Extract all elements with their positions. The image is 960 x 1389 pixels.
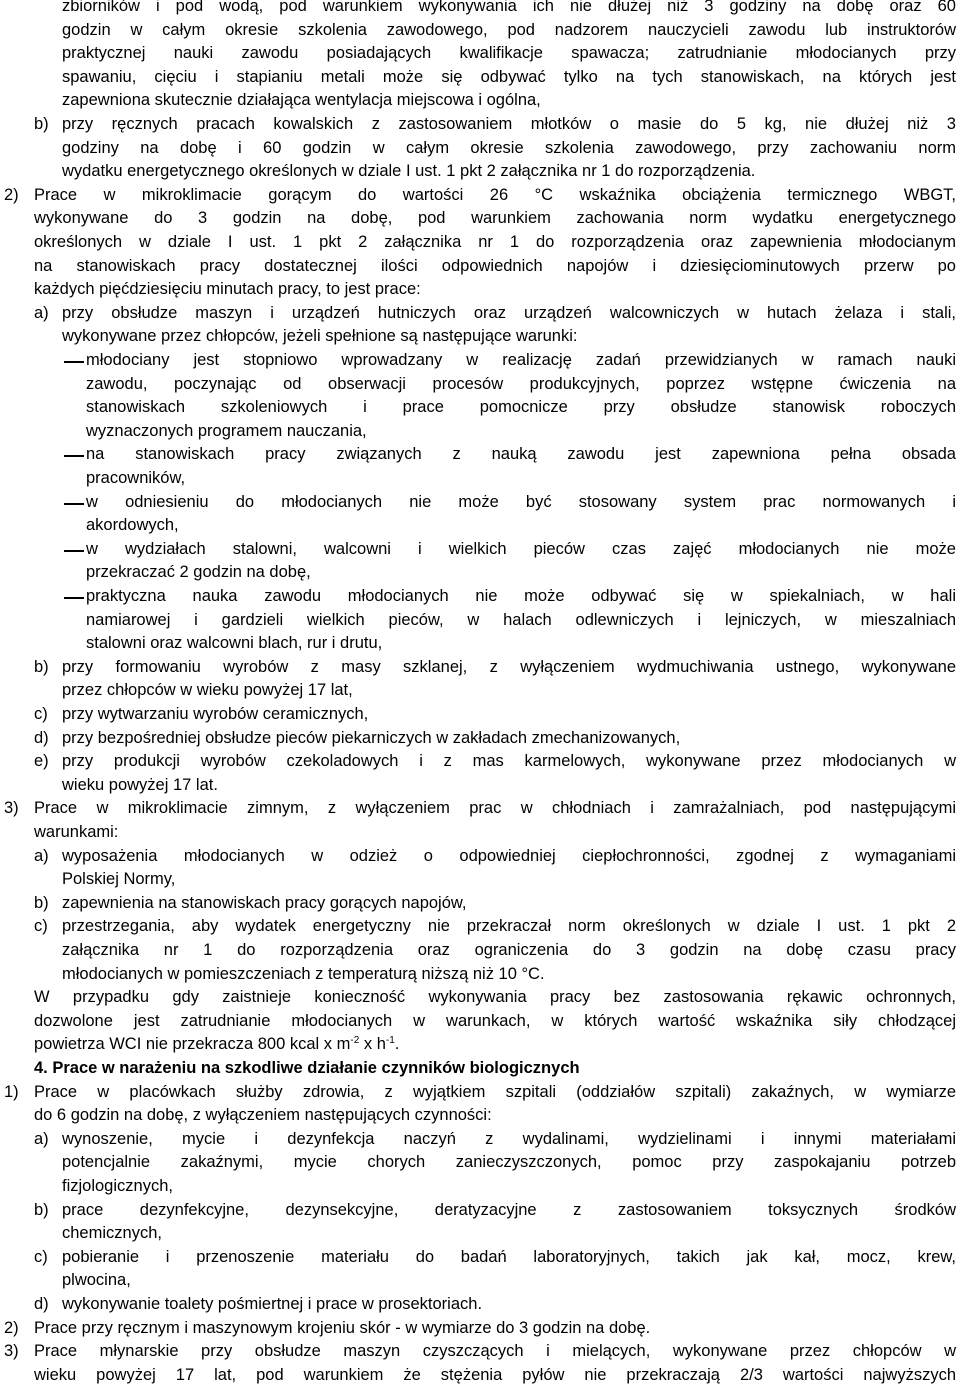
sec4-item-1c: pobieranie i przenoszenie materiału do badań laboratoryjnych, takich jak kał, mocz, krew, (62, 1247, 956, 1266)
item-2: Prace w mikroklimacie gorącym do wartości 26 °C wskaźnika obciążenia termicznego WBGT, (34, 185, 956, 204)
dash-item-4: w wydziałach stalowni, walcowni i wielkich pieców czas zajęć młodocianych nie może (86, 539, 956, 558)
dash-bullet (64, 550, 84, 552)
dash-item-1: młodociany jest stopniowo wprowadzany w realizację zadań przewidzianych w ramach nauki (86, 351, 956, 369)
sec4-item-3: Prace młynarskie przy obsłudze maszyn czyszczących i mielących, wykonywane przez chłopców w (34, 1342, 956, 1361)
sec4-item-1a: potencjalnie zakaźnymi, mycie chorych zanieczyszczonych, pomoc przy zaspokajaniu potrzeb (62, 1153, 956, 1172)
item-2a: przy obsłudze maszyn i urządzeń hutniczych oraz urządzeń walcowniczych w hutach żelaza i stali, (62, 303, 956, 322)
dash-item-3: akordowych, (86, 516, 179, 535)
item-2b: przy formowaniu wyrobów z masy szklanej, z wyłączeniem wydmuchiwania ustnego, wykonywane (62, 657, 956, 676)
sec4-item-3: wieku powyżej 17 lat, pod warunkiem że stężenia pyłów nie przekraczają 2/3 wartości najwyższych (34, 1365, 956, 1384)
item-2: na stanowiskach pracy dostatecznej ilości odpowiednich napojów i dziesięciominutowych przerw po (34, 256, 956, 275)
sec4-item-2-marker: 2) (4, 1318, 19, 1337)
dash-bullet (64, 361, 84, 363)
item-1b: wydatku energetycznego określonych w dziale I ust. 1 pkt 2 załącznika nr 1 do rozporządzenia. (62, 162, 756, 181)
sec4-item-1a: fizjologicznych, (62, 1177, 173, 1195)
item-1b: przy ręcznych pracach kowalskich z zastosowaniem młotków o masie do 5 kg, nie dłużej niż 3 (62, 115, 956, 133)
item-2b-marker: b) (34, 657, 49, 676)
item-2e: przy produkcji wyrobów czekoladowych i z mas karmelowych, wykonywane przez młodocianych w (62, 752, 956, 771)
sec4-item-1c-marker: c) (34, 1247, 48, 1266)
item-3c: przestrzegania, aby wydatek energetyczny nie przekraczał norm określonych w dziale I ust. 1 pkt 2 (62, 917, 956, 936)
item-1a-text: zapewniona skutecznie działająca wentylacja miejscowa i ogólna, (62, 91, 541, 110)
dash-item-3: w odniesieniu do młodocianych nie może być stosowany system prac normowanych i (86, 492, 956, 511)
item-1b-marker: b) (34, 115, 49, 133)
item-3c: młodocianych w pomieszczeniach z temperaturą niższą niż 10 °C. (62, 964, 545, 983)
item-2c-marker: c) (34, 705, 48, 723)
item-2: określonych w dziale I ust. 1 pkt 2 załącznika nr 1 do rozporządzenia oraz zapewnienia młodocianym (34, 233, 956, 251)
item-3: warunkami: (34, 823, 119, 841)
item-3a-marker: a) (34, 846, 49, 865)
item-1a-text: zbiorników i pod wodą, pod warunkiem wykonywania ich nie dłużej niż 3 godziny na dobę oraz 60 (62, 0, 956, 15)
item-1a-text: praktycznej nauki zawodu posiadających kwalifikacje spawacza; zatrudnianie młodocianych przy (62, 44, 956, 63)
dash-item-4: przekraczać 2 godzin na dobę, (86, 563, 311, 582)
dash-item-2: na stanowiskach pracy związanych z nauką zawodu jest zapewniona pełna obsada (86, 445, 956, 464)
dash-bullet (64, 503, 84, 505)
item-2d: przy bezpośredniej obsłudze pieców piekarniczych w zakładach zmechanizowanych, (62, 728, 681, 747)
note-line: W przypadku gdy zaistnieje konieczność wykonywania pracy bez zastosowania rękawic ochronnych, (34, 988, 956, 1007)
item-3a: wyposażenia młodocianych w odzież o odpowiedniej ciepłochronności, zgodnej z wymaganiami (62, 846, 956, 865)
sec4-item-2: Prace przy ręcznym i maszynowym krojeniu skór - w wymiarze do 3 godzin na dobę. (34, 1318, 651, 1337)
dash-item-5: praktyczna nauka zawodu młodocianych nie może odbywać się w spiekalniach, w hali (86, 587, 956, 605)
item-3b: zapewnienia na stanowiskach pracy gorących napojów, (62, 893, 467, 912)
item-2e-marker: e) (34, 752, 49, 771)
sec4-item-1b: chemicznych, (62, 1224, 162, 1243)
item-3b-marker: b) (34, 893, 49, 912)
item-2: każdych pięćdziesięciu minutach pracy, to jest prace: (34, 280, 421, 299)
dash-item-5: stalowni oraz walcowni blach, rur i drutu, (86, 634, 383, 653)
item-1a-text: spawaniu, cięciu i stapianiu metali może się odbywać tylko na tych stanowiskach, na których jest (62, 67, 956, 86)
note-last-line: powietrza WCI nie przekracza 800 kcal x $m^{-2}$ x $h^{-1}$. (34, 1035, 400, 1054)
item-2e: wieku powyżej 17 lat. (62, 775, 218, 794)
item-1b: godziny na dobę i 60 godzin w całym okresie szkolenia zawodowego, przy zachowaniu norm (62, 138, 956, 157)
item-2: wykonywane do 3 godzin na dobę, pod warunkiem zachowania norm wydatku energetycznego (34, 209, 956, 228)
sec4-item-1-marker: 1) (4, 1082, 19, 1101)
dash-item-1: stanowiskach szkoleniowych i prace pomocnicze przy obsłudze stanowisk roboczych (86, 398, 956, 417)
sec4-item-1b: prace dezynfekcyjne, dezynsekcyjne, deratyzacyjne z zastosowaniem toksycznych środków (62, 1200, 956, 1219)
sec4-item-1: do 6 godzin na dobę, z wyłączeniem następujących czynności: (34, 1106, 492, 1125)
item-3: Prace w mikroklimacie zimnym, z wyłączeniem prac w chłodniach i zamrażalniach, pod następującymi (34, 799, 956, 818)
item-2a-marker: a) (34, 303, 49, 322)
sec4-item-1a-marker: a) (34, 1129, 49, 1148)
sec4-item-1d: wykonywanie toalety pośmiertnej i prace w prosektoriach. (62, 1295, 483, 1313)
dash-item-1: wyznaczonych programem nauczania, (86, 421, 367, 440)
dash-item-1: zawodu, poczynając od obserwacji procesów produkcyjnych, poprzez wstępne ćwiczenia na (86, 374, 956, 393)
dash-bullet (64, 597, 84, 599)
section-heading: 4. Prace w narażeniu na szkodliwe działanie czynników biologicznych (34, 1059, 580, 1077)
item-3c-marker: c) (34, 917, 48, 936)
dash-bullet (64, 455, 84, 457)
item-3a: Polskiej Normy, (62, 870, 176, 889)
item-2-marker: 2) (4, 185, 19, 204)
sec4-item-1a: wynoszenie, mycie i dezynfekcja naczyń z wydalinami, wydzielinami i innymi materiałami (62, 1129, 956, 1148)
sec4-item-1c: plwocina, (62, 1271, 131, 1290)
item-2c: przy wytwarzaniu wyrobów ceramicznych, (62, 705, 369, 723)
item-3-marker: 3) (4, 799, 19, 818)
item-2a: wykonywane przez chłopców, jeżeli spełnione są następujące warunki: (62, 327, 578, 346)
dash-item-5: namiarowej i gardzieli wielkich pieców, w halach odlewniczych i lejniczych, w mieszalniach (86, 610, 956, 629)
note-line: dozwolone jest zatrudnianie młodocianych w warunkach, w których wartość wskaźnika siły chłodzącej (34, 1011, 956, 1030)
sec4-item-1: Prace w placówkach służby zdrowia, z wyjątkiem szpitali (oddziałów szpitali) zakaźnych, w wymiarze (34, 1082, 956, 1101)
sec4-item-3-marker: 3) (4, 1342, 19, 1361)
item-3c: załącznika nr 1 do rozporządzenia oraz ograniczenia do 3 godzin na dobę czasu pracy (62, 941, 956, 959)
dash-item-2: pracowników, (86, 469, 186, 487)
item-1a-text: godzin w całym okresie szkolenia zawodowego, pod nadzorem nauczycieli zawodu lub instruktorów (62, 20, 956, 39)
sec4-item-1b-marker: b) (34, 1200, 49, 1219)
item-2b: przez chłopców w wieku powyżej 17 lat, (62, 681, 353, 700)
sec4-item-1d-marker: d) (34, 1295, 49, 1313)
item-2d-marker: d) (34, 728, 49, 747)
